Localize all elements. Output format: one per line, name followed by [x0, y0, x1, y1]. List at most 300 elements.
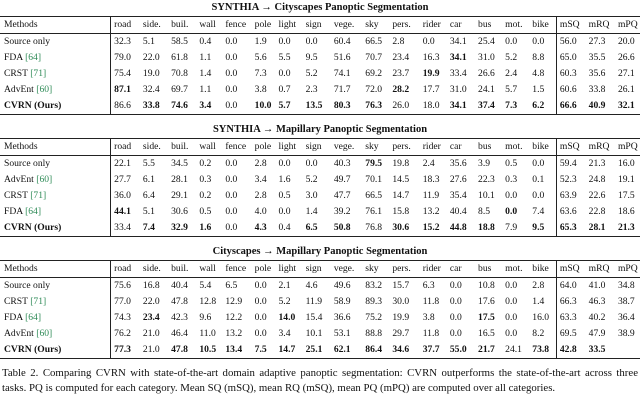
- table-cell: 72.0: [365, 84, 383, 95]
- table-cell: 11.9: [305, 296, 323, 307]
- table-cell: 6.1: [142, 174, 155, 185]
- table-cell: 30.6: [392, 222, 410, 233]
- table-cell: 14.7: [278, 344, 296, 355]
- citation-link[interactable]: [71]: [30, 190, 47, 201]
- table-cell: 0.0: [422, 36, 435, 47]
- table-cell: 26.0: [392, 100, 410, 111]
- citation-link[interactable]: [60]: [36, 84, 53, 95]
- table-cell: 0.4: [278, 222, 291, 233]
- table-cell: 18.0: [422, 100, 440, 111]
- table-cell: 2.8: [529, 278, 556, 295]
- citation-link[interactable]: [64]: [25, 206, 42, 217]
- table-row: [0, 310, 640, 326]
- table-cell: 1.4: [305, 206, 318, 217]
- table-cell: 19.1: [617, 174, 635, 185]
- table-cell: 0.0: [225, 68, 238, 79]
- table-cell: 16.0: [529, 310, 556, 326]
- column-header: mSQ: [559, 263, 580, 274]
- table-block-synthia-mapillary: [0, 122, 640, 237]
- column-header: side.: [142, 19, 161, 30]
- column-header: bike: [529, 17, 556, 34]
- table-cell: 21.3: [588, 158, 606, 169]
- methods-header: Methods: [0, 261, 111, 278]
- table-cell: 0.0: [505, 296, 518, 307]
- column-header: rider: [422, 141, 441, 152]
- table-cell: 1.4: [529, 294, 556, 310]
- column-header: mRQ: [588, 263, 610, 274]
- table-cell: 2.4: [505, 68, 518, 79]
- table-cell: 6.2: [529, 98, 556, 115]
- table-cell: 22.8: [588, 206, 606, 217]
- table-cell: 0.0: [278, 206, 291, 217]
- table-cell: 33.4: [114, 222, 131, 233]
- table-cell: 66.6: [559, 100, 577, 111]
- table-cell: 79.0: [114, 52, 131, 63]
- table-cell: 40.4: [449, 206, 467, 217]
- table-cell: 44.8: [449, 222, 467, 233]
- column-header: sign: [305, 263, 322, 274]
- table-cell: 55.0: [449, 344, 467, 355]
- table-cell: 4.3: [254, 222, 267, 233]
- table-cell: 3.0: [305, 190, 318, 201]
- column-header: pers.: [392, 141, 411, 152]
- column-header: mRQ: [588, 19, 610, 30]
- table-cell: 0.0: [225, 222, 238, 233]
- table-cell: 2.8: [254, 190, 267, 201]
- table-row: [0, 294, 640, 310]
- table-block-cityscapes-mapillary: [0, 244, 640, 359]
- table-cell: 75.2: [365, 312, 383, 323]
- table-cell: 75.4: [114, 68, 131, 79]
- table-cell: 1.9: [254, 36, 267, 47]
- column-header: bus: [478, 263, 492, 274]
- table-cell: 0.4: [199, 36, 212, 47]
- method-label: AdvEnt: [4, 328, 37, 339]
- table-cell: 47.7: [333, 190, 351, 201]
- table-cell: 7.9: [505, 222, 518, 233]
- citation-link[interactable]: [71]: [30, 68, 47, 79]
- table-cell: 51.6: [333, 52, 351, 63]
- table-title: SYNTHIA → Mapillary Panoptic Segmentation: [212, 124, 428, 135]
- table-cell: 66.5: [365, 190, 383, 201]
- table-cell: 16.8: [142, 280, 160, 291]
- table-cell: 32.9: [171, 222, 188, 233]
- column-header: car: [449, 19, 462, 30]
- table-cell: 25.4: [478, 36, 495, 47]
- column-header: mPQ: [617, 141, 638, 152]
- column-header: fence: [225, 141, 247, 152]
- table-cell: 39.2: [333, 206, 351, 217]
- table-caption: Table 2. Comparing CVRN with state-of-the-art domain adaptive panoptic segmentation: CVRN outperforms the state-of-the-art across three tasks. PQ is computed for each category. Mean SQ (mSQ), mean RQ (mSQ), mean PQ (mPQ) are computed over all categories.: [2, 367, 638, 394]
- table-cell: 21.0: [142, 344, 160, 355]
- table-row: [0, 50, 640, 66]
- table-cell: 0.1: [529, 172, 556, 188]
- table-cell: 0.0: [505, 280, 518, 291]
- table-block-synthia-cityscapes: [0, 0, 640, 115]
- table-cell: 22.6: [588, 190, 606, 201]
- table-cell: 2.4: [422, 158, 435, 169]
- table-cell: 34.5: [171, 158, 188, 169]
- method-label: CVRN (Ours): [4, 344, 62, 355]
- table-cell: 32.4: [142, 84, 160, 95]
- table-cell: 31.0: [478, 52, 495, 63]
- table-cell: 40.3: [333, 158, 351, 169]
- table-cell: 6.3: [422, 280, 435, 291]
- table-cell: 1.4: [199, 68, 212, 79]
- table-cell: 76.8: [365, 222, 383, 233]
- table-cell: 1.6: [199, 222, 212, 233]
- method-label: AdvEnt: [4, 174, 37, 185]
- method-label: FDA: [4, 52, 26, 63]
- table-cell: 76.3: [365, 100, 383, 111]
- column-header: fence: [225, 263, 247, 274]
- table-cell: 22.3: [478, 174, 495, 185]
- table-cell: 65.3: [559, 222, 577, 233]
- table-cell: 15.2: [422, 222, 440, 233]
- table-cell: 0.0: [254, 296, 267, 307]
- table-cell: 34.1: [449, 100, 467, 111]
- table-cell: 65.0: [559, 52, 577, 63]
- table-cell: 9.5: [305, 52, 318, 63]
- table-cell: 7.3: [505, 100, 518, 111]
- table-cell: 5.4: [199, 280, 212, 291]
- table-cell: 24.1: [505, 344, 522, 355]
- table-cell: 0.0: [505, 190, 518, 201]
- table-cell: 33.5: [588, 344, 606, 355]
- method-label: FDA: [4, 312, 26, 323]
- table-cell: 0.0: [505, 328, 518, 339]
- table-cell: 50.8: [333, 222, 351, 233]
- table-cell: 60.6: [559, 84, 577, 95]
- method-label: Source only: [4, 36, 51, 47]
- column-header: light: [278, 141, 297, 152]
- table-cell: 0.0: [305, 36, 318, 47]
- table-cell: 14.0: [278, 312, 296, 323]
- table-cell: 49.7: [333, 174, 351, 185]
- column-header: sky: [365, 263, 379, 274]
- table-cell: 30.0: [392, 296, 410, 307]
- column-header: pers.: [392, 263, 411, 274]
- method-name: [0, 204, 111, 220]
- table-cell: 47.9: [588, 328, 606, 339]
- table-cell: 35.6: [449, 158, 467, 169]
- table-cell: 66.3: [559, 296, 577, 307]
- table-cell: 12.8: [199, 296, 217, 307]
- table-cell: 23.4: [392, 52, 410, 63]
- table-cell: 0.0: [449, 328, 462, 339]
- table-cell: 34.6: [392, 344, 410, 355]
- method-label: CVRN (Ours): [4, 100, 62, 111]
- table-cell: 5.1: [142, 36, 155, 47]
- table-cell: 2.1: [278, 280, 291, 291]
- table-cell: 76.2: [114, 328, 131, 339]
- table-cell: 31.0: [449, 84, 467, 95]
- citation-link[interactable]: [60]: [36, 174, 53, 185]
- column-header: sky: [365, 141, 379, 152]
- column-header: pole: [254, 263, 272, 274]
- table-cell: 2.8: [254, 158, 267, 169]
- table-cell: 79.5: [365, 158, 383, 169]
- table-cell: 21.3: [617, 222, 635, 233]
- table-cell: 14.5: [392, 174, 410, 185]
- table-cell: 1.1: [199, 52, 212, 63]
- column-header: wall: [199, 263, 216, 274]
- table-cell: 28.2: [392, 84, 410, 95]
- table-cell: 21.7: [478, 344, 495, 355]
- table-row: [0, 34, 640, 51]
- table-cell: 64.0: [559, 280, 577, 291]
- table-cell: 3.8: [422, 312, 435, 323]
- table-cell: 5.1: [142, 206, 155, 217]
- table-cell: 70.8: [171, 68, 188, 79]
- table-row: [0, 188, 640, 204]
- table-row: [0, 220, 640, 237]
- method-label: CRST: [4, 296, 31, 307]
- table-cell: 74.6: [171, 100, 188, 111]
- table-cell: 17.5: [478, 312, 495, 323]
- table-cell: 19.9: [422, 68, 440, 79]
- column-header: wall: [199, 19, 216, 30]
- method-label: Source only: [4, 158, 51, 169]
- table-cell: 40.9: [588, 100, 606, 111]
- table-cell: 70.1: [365, 174, 383, 185]
- table-cell: 0.0: [529, 34, 556, 51]
- table-cell: 20.0: [617, 36, 635, 47]
- table-cell: 33.8: [142, 100, 160, 111]
- table-cell: 61.8: [171, 52, 188, 63]
- column-header: bus: [478, 19, 492, 30]
- table-cell: 5.2: [505, 52, 518, 63]
- table-cell: 1.1: [199, 84, 212, 95]
- method-name: [0, 50, 111, 66]
- citation-link[interactable]: [64]: [25, 312, 42, 323]
- table-cell: 46.4: [171, 328, 188, 339]
- table-cell: 0.2: [199, 158, 212, 169]
- table-cell: 14.7: [392, 190, 410, 201]
- table-cell: 29.1: [171, 190, 188, 201]
- table-cell: 28.1: [171, 174, 188, 185]
- table-cell: 19.0: [142, 68, 160, 79]
- method-name: [0, 34, 111, 51]
- table-cell: 37.7: [422, 344, 440, 355]
- table-cell: 17.5: [617, 190, 635, 201]
- table-cell: 25.1: [305, 344, 323, 355]
- table-cell: 69.5: [559, 328, 577, 339]
- table-cell: 0.7: [278, 84, 291, 95]
- table-cell: 74.1: [333, 68, 351, 79]
- results-table: [0, 138, 640, 237]
- table-cell: 15.4: [305, 312, 323, 323]
- table-cell: 0.0: [505, 206, 518, 217]
- table-cell: 17.6: [478, 296, 495, 307]
- table-cell: 5.7: [278, 100, 291, 111]
- method-name: [0, 156, 111, 173]
- column-header: mot.: [505, 141, 523, 152]
- table-cell: 16.5: [478, 328, 495, 339]
- column-header: road: [114, 141, 132, 152]
- column-header: car: [449, 263, 462, 274]
- header-row: [0, 17, 640, 34]
- table-cell: 73.8: [529, 342, 556, 359]
- column-header: vege.: [333, 263, 355, 274]
- table-cell: 3.4: [278, 328, 291, 339]
- table-cell: 60.4: [333, 36, 351, 47]
- table-cell: 36.6: [333, 312, 351, 323]
- table-cell: 5.5: [142, 158, 155, 169]
- table-cell: 34.8: [617, 280, 635, 291]
- table-cell: 29.7: [392, 328, 410, 339]
- column-header: bus: [478, 141, 492, 152]
- table-cell: 0.3: [505, 174, 518, 185]
- column-header: bike: [529, 139, 556, 156]
- table-cell: 44.1: [114, 206, 131, 217]
- table-cell: 59.4: [559, 158, 577, 169]
- table-cell: 41.0: [588, 280, 606, 291]
- table-cell: 63.6: [559, 206, 577, 217]
- table-cell: 71.7: [333, 84, 351, 95]
- table-cell: 22.0: [142, 296, 160, 307]
- table-cell: 22.0: [142, 52, 160, 63]
- table-cell: 10.1: [305, 328, 323, 339]
- table-cell: 9.5: [529, 220, 556, 237]
- table-cell: 89.3: [365, 296, 383, 307]
- table-cell: 0.0: [529, 156, 556, 173]
- table-cell: 77.0: [114, 296, 131, 307]
- method-label: AdvEnt: [4, 84, 37, 95]
- citation-link[interactable]: [71]: [30, 296, 47, 307]
- method-label: FDA: [4, 206, 26, 217]
- table-cell: 27.7: [114, 174, 131, 185]
- column-header: rider: [422, 19, 441, 30]
- table-cell: 1.5: [529, 82, 556, 98]
- table-cell: 0.0: [225, 158, 238, 169]
- table-cell: 4.8: [529, 66, 556, 82]
- table-cell: 62.1: [333, 344, 351, 355]
- table-row: [0, 156, 640, 173]
- method-name: [0, 310, 111, 326]
- table-cell: 3.9: [478, 158, 491, 169]
- citation-link[interactable]: [60]: [36, 328, 53, 339]
- table-cell: 13.2: [225, 328, 243, 339]
- table-row: [0, 204, 640, 220]
- table-cell: 1.6: [278, 174, 291, 185]
- table-cell: 2.8: [392, 36, 405, 47]
- table-cell: 2.3: [305, 84, 318, 95]
- table-cell: 77.3: [114, 344, 131, 355]
- table-cell: 28.1: [588, 222, 606, 233]
- table-cell: 8.8: [529, 50, 556, 66]
- table-cell: 7.4: [142, 222, 155, 233]
- table-cell: 16.3: [422, 52, 440, 63]
- column-header: side.: [142, 263, 161, 274]
- citation-link[interactable]: [64]: [25, 52, 42, 63]
- table-cell: 26.1: [617, 84, 635, 95]
- table-cell: 8.5: [478, 206, 491, 217]
- table-cell: 66.5: [365, 36, 383, 47]
- table-cell: 5.7: [505, 84, 518, 95]
- table-cell: 3.4: [254, 174, 267, 185]
- table-cell: 0.0: [449, 312, 462, 323]
- table-cell: 86.4: [365, 344, 383, 355]
- column-header: vege.: [333, 141, 355, 152]
- table-cell: 8.2: [529, 326, 556, 342]
- table-cell: 70.7: [365, 52, 383, 63]
- table-cell: 69.2: [365, 68, 383, 79]
- method-name: [0, 278, 111, 295]
- table-cell: 10.0: [254, 100, 272, 111]
- column-header: road: [114, 263, 132, 274]
- table-cell: 0.2: [199, 190, 212, 201]
- table-cell: 5.2: [305, 174, 318, 185]
- method-name: [0, 220, 111, 237]
- column-header: pers.: [392, 19, 411, 30]
- table-cell: 49.6: [333, 280, 351, 291]
- table-cell: 58.9: [333, 296, 351, 307]
- column-header: rider: [422, 263, 441, 274]
- methods-header: Methods: [0, 139, 111, 156]
- method-label: CVRN (Ours): [4, 222, 62, 233]
- table-cell: 74.3: [114, 312, 131, 323]
- table-cell: 0.0: [225, 100, 238, 111]
- table-cell: 10.5: [199, 344, 217, 355]
- table-cell: 0.0: [505, 36, 518, 47]
- column-header: mPQ: [617, 19, 638, 30]
- table-cell: 27.6: [449, 174, 467, 185]
- table-cell: 47.8: [171, 296, 188, 307]
- table-cell: 5.2: [305, 68, 318, 79]
- table-cell: 11.8: [422, 296, 440, 307]
- table-cell: 46.3: [588, 296, 606, 307]
- header-row: [0, 261, 640, 278]
- column-header: mot.: [505, 263, 523, 274]
- table-cell: 0.0: [449, 296, 462, 307]
- table-cell: 4.0: [254, 206, 267, 217]
- column-header: road: [114, 19, 132, 30]
- table-cell: 17.7: [422, 84, 440, 95]
- table-cell: 0.0: [254, 328, 267, 339]
- table-row: [0, 326, 640, 342]
- method-name: [0, 294, 111, 310]
- column-header: buil.: [171, 141, 189, 152]
- table-cell: 13.5: [305, 100, 323, 111]
- methods-header: Methods: [0, 17, 111, 34]
- table-cell: 32.3: [114, 36, 131, 47]
- table-cell: 7.3: [254, 68, 267, 79]
- method-name: [0, 82, 111, 98]
- table-cell: 0.0: [225, 206, 238, 217]
- table-cell: 52.3: [559, 174, 577, 185]
- table-cell: 47.8: [171, 344, 188, 355]
- table-cell: 0.0: [529, 188, 556, 204]
- column-header: sign: [305, 141, 322, 152]
- table-cell: 75.6: [114, 280, 131, 291]
- table-cell: 33.4: [449, 68, 467, 79]
- table-cell: 3.8: [254, 84, 267, 95]
- table-cell: 12.9: [225, 296, 243, 307]
- table-cell: 32.1: [617, 100, 635, 111]
- table-cell: 19.9: [392, 312, 410, 323]
- table-cell: 40.2: [588, 312, 606, 323]
- column-header: vege.: [333, 19, 355, 30]
- column-header: fence: [225, 19, 247, 30]
- table-cell: 40.4: [171, 280, 188, 291]
- table-row: [0, 82, 640, 98]
- column-header: sign: [305, 19, 322, 30]
- method-name: [0, 172, 111, 188]
- table-cell: 19.8: [392, 158, 410, 169]
- method-label: Source only: [4, 280, 51, 291]
- table-cell: 4.6: [305, 280, 318, 291]
